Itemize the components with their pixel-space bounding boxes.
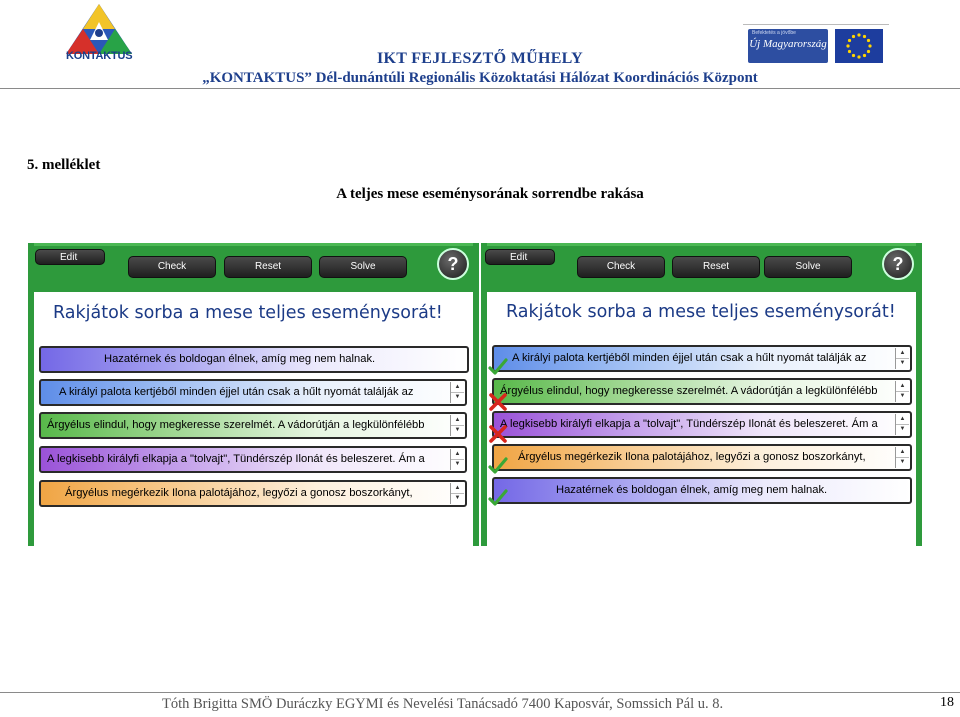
panel-border-right [473,243,479,546]
arrow-up-icon[interactable]: ▲ [451,483,464,494]
sponsor-small-text: Befektetés a jövőbe [752,30,796,36]
arrow-down-icon[interactable]: ▼ [899,426,906,432]
arrow-down-icon[interactable]: ▼ [454,461,461,467]
reset-button[interactable]: Reset [224,256,312,278]
panel-border-right [916,243,922,546]
cross-mark-icon [488,424,508,444]
item-text: A királyi palota kertjéből minden éjjel után csak a hűlt nyomát találják az [59,386,414,398]
edit-button[interactable]: Edit [35,249,105,265]
check-mark-icon [488,357,508,377]
item-text: Árgyélus elindul, hogy megkeresse szerelmét. A vádorútján a legkülönfélébb [47,419,425,431]
sortable-item[interactable] [492,477,912,504]
item-text: A legkisebb királyfi elkapja a "tolvajt", Tündérszép Ilonát és beleszeret. Ám a [47,453,425,465]
check-button[interactable]: Check [577,256,665,278]
order-spinner[interactable] [895,348,909,369]
arrow-down-icon[interactable]: ▼ [899,393,906,399]
arrow-up-icon[interactable]: ▲ [896,381,909,392]
sponsor-logos [743,24,889,65]
check-button[interactable]: Check [128,256,216,278]
task-instruction: Rakjátok sorba a mese teljes eseménysorát! [53,303,443,323]
solve-button[interactable]: Solve [319,256,407,278]
document-title: A teljes mese eseménysorának sorrendbe rakása [336,186,644,202]
header-title: IKT FEJLESZTŐ MŰHELY [376,50,584,67]
order-spinner[interactable] [450,449,464,470]
exercise-panel-right [481,243,922,546]
order-spinner[interactable] [450,483,464,504]
arrow-up-icon[interactable]: ▲ [896,414,909,425]
item-text: A legkisebb királyfi elkapja a "tolvajt", Tündérszép Ilonát és beleszeret. Ám a [500,418,878,430]
item-text: Árgyélus megérkezik Ilona palotájához, legyőzi a gonosz boszorkányt, [518,451,866,463]
item-text: A királyi palota kertjéből minden éjjel után csak a hűlt nyomát találják az [512,352,867,364]
page-number: 18 [940,695,954,710]
edit-button[interactable]: Edit [485,249,555,265]
arrow-up-icon[interactable]: ▲ [451,382,464,393]
sortable-item[interactable] [39,346,469,373]
check-mark-icon [488,488,508,508]
order-spinner[interactable] [895,414,909,435]
item-text: Árgyélus elindul, hogy megkeresse szerelmét. A vádorútján a legkülönfélébb [500,385,878,397]
sortable-item[interactable] [39,480,467,507]
item-text: Árgyélus megérkezik Ilona palotájához, legyőzi a gonosz boszorkányt, [65,487,413,499]
annex-label: 5. melléklet [27,157,101,173]
uj-magyarorszag-logo [748,29,828,63]
sortable-item[interactable] [39,446,467,473]
arrow-up-icon[interactable]: ▲ [896,348,909,359]
order-spinner[interactable] [895,381,909,402]
item-text: Hazatérnek és boldogan élnek, amíg meg nem halnak. [556,484,828,496]
arrow-up-icon[interactable]: ▲ [896,447,909,458]
panel-border-left [28,243,34,546]
eu-flag-icon [835,29,883,63]
item-text: Hazatérnek és boldogan élnek, amíg meg nem halnak. [104,353,376,365]
arrow-up-icon[interactable]: ▲ [451,415,464,426]
order-spinner[interactable] [895,447,909,468]
sortable-item[interactable] [492,345,912,372]
help-button[interactable]: ? [437,248,469,280]
reset-button[interactable]: Reset [672,256,760,278]
sortable-item[interactable] [492,378,912,405]
help-button[interactable]: ? [882,248,914,280]
order-spinner[interactable] [450,415,464,436]
order-spinner[interactable] [450,382,464,403]
arrow-up-icon[interactable]: ▲ [451,449,464,460]
exercise-panel-left [28,243,479,546]
sortable-item[interactable] [39,412,467,439]
footer-text: Tóth Brigitta SMÖ Duráczky EGYMI és Nevelési Tanácsadó 7400 Kaposvár, Somssich Pál u. 8. [162,696,724,712]
arrow-down-icon[interactable]: ▼ [899,459,906,465]
sponsor-logo-text: Új Magyarország [749,38,827,50]
solve-button[interactable]: Solve [764,256,852,278]
arrow-down-icon[interactable]: ▼ [899,360,906,366]
arrow-down-icon[interactable]: ▼ [454,495,461,501]
header-subtitle: „KONTAKTUS” Dél-dunántúli Regionális Közoktatási Hálózat Koordinációs Központ [202,70,758,86]
sortable-item[interactable] [39,379,467,406]
arrow-down-icon[interactable]: ▼ [454,394,461,400]
cross-mark-icon [488,392,508,412]
panel-border-left [481,243,487,546]
sortable-item[interactable] [492,411,912,438]
logo-text: KONTAKTUS [66,50,133,62]
sortable-item[interactable] [492,444,912,471]
check-mark-icon [488,456,508,476]
arrow-down-icon[interactable]: ▼ [454,427,461,433]
footer-divider [0,692,960,693]
header-divider [0,88,960,89]
task-instruction: Rakjátok sorba a mese teljes eseménysorát! [506,302,896,322]
